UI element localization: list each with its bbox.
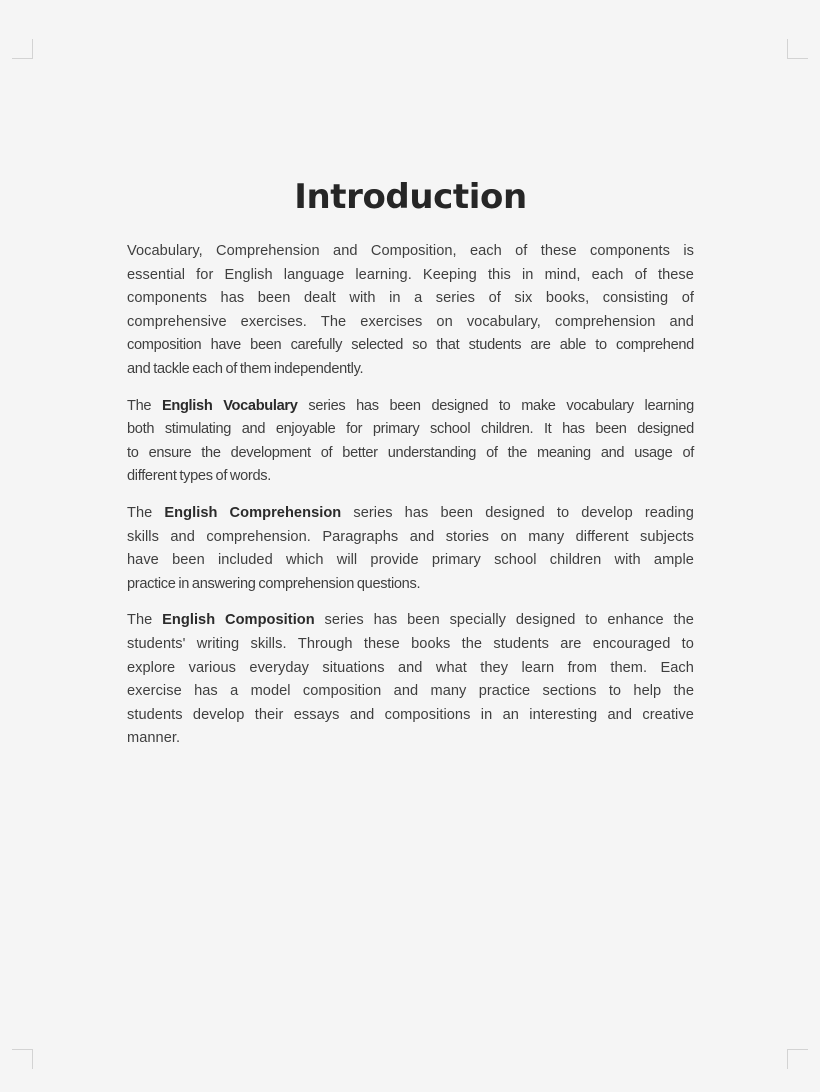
text-line: to ensure the development of better understanding of the meaning and usage of xyxy=(127,444,694,461)
text-line: have been included which will provide primary school children with ample xyxy=(127,552,694,569)
text-line: composition have been carefully selected so that students are able to comprehend xyxy=(127,337,694,354)
text-line: exercise has a model composition and many practice sections to help the xyxy=(127,683,694,700)
text-line: The English Composition series has been specially designed to enhance the xyxy=(127,612,694,629)
text-line: and tackle each of them independently. xyxy=(127,360,364,377)
crop-mark-bottom-right-icon xyxy=(786,1048,808,1070)
text-line: students develop their essays and compositions in an interesting and creative xyxy=(127,706,694,723)
text-line: manner. xyxy=(127,730,181,747)
para-vocabulary-intro xyxy=(127,240,694,382)
text-line: skills and comprehension. Paragraphs and stories on many different subjects xyxy=(127,528,694,545)
text-line: The English Comprehension series has been designed to develop reading xyxy=(127,504,694,521)
text-line: comprehensive exercises. The exercises on vocabulary, comprehension and xyxy=(127,313,694,330)
text-line: The English Vocabulary series has been designed to make vocabulary learning xyxy=(127,397,694,414)
text-line: explore various everyday situations and what they learn from them. Each xyxy=(127,659,694,676)
text-line: essential for English language learning. Keeping this in mind, each of these xyxy=(127,266,694,283)
crop-mark-top-left-icon xyxy=(12,38,34,60)
text-line: Vocabulary, Comprehension and Composition, each of these components is xyxy=(127,243,694,259)
text-line: students' writing skills. Through these books the students are encouraged to xyxy=(127,635,694,652)
page-title: Introduction xyxy=(294,177,527,217)
text-line: different types of words. xyxy=(127,468,271,485)
crop-mark-bottom-left-icon xyxy=(12,1048,34,1070)
para-english-composition xyxy=(127,609,694,751)
para-english-comprehension xyxy=(127,502,694,596)
crop-mark-top-right-icon xyxy=(786,38,808,60)
text-line: practice in answering comprehension questions. xyxy=(127,575,421,592)
text-line: components has been dealt with in a series of six books, consisting of xyxy=(127,290,694,307)
para-english-vocabulary xyxy=(127,395,694,489)
body-copy xyxy=(127,240,694,764)
text-line: both stimulating and enjoyable for primary school children. It has been designed xyxy=(127,421,694,438)
